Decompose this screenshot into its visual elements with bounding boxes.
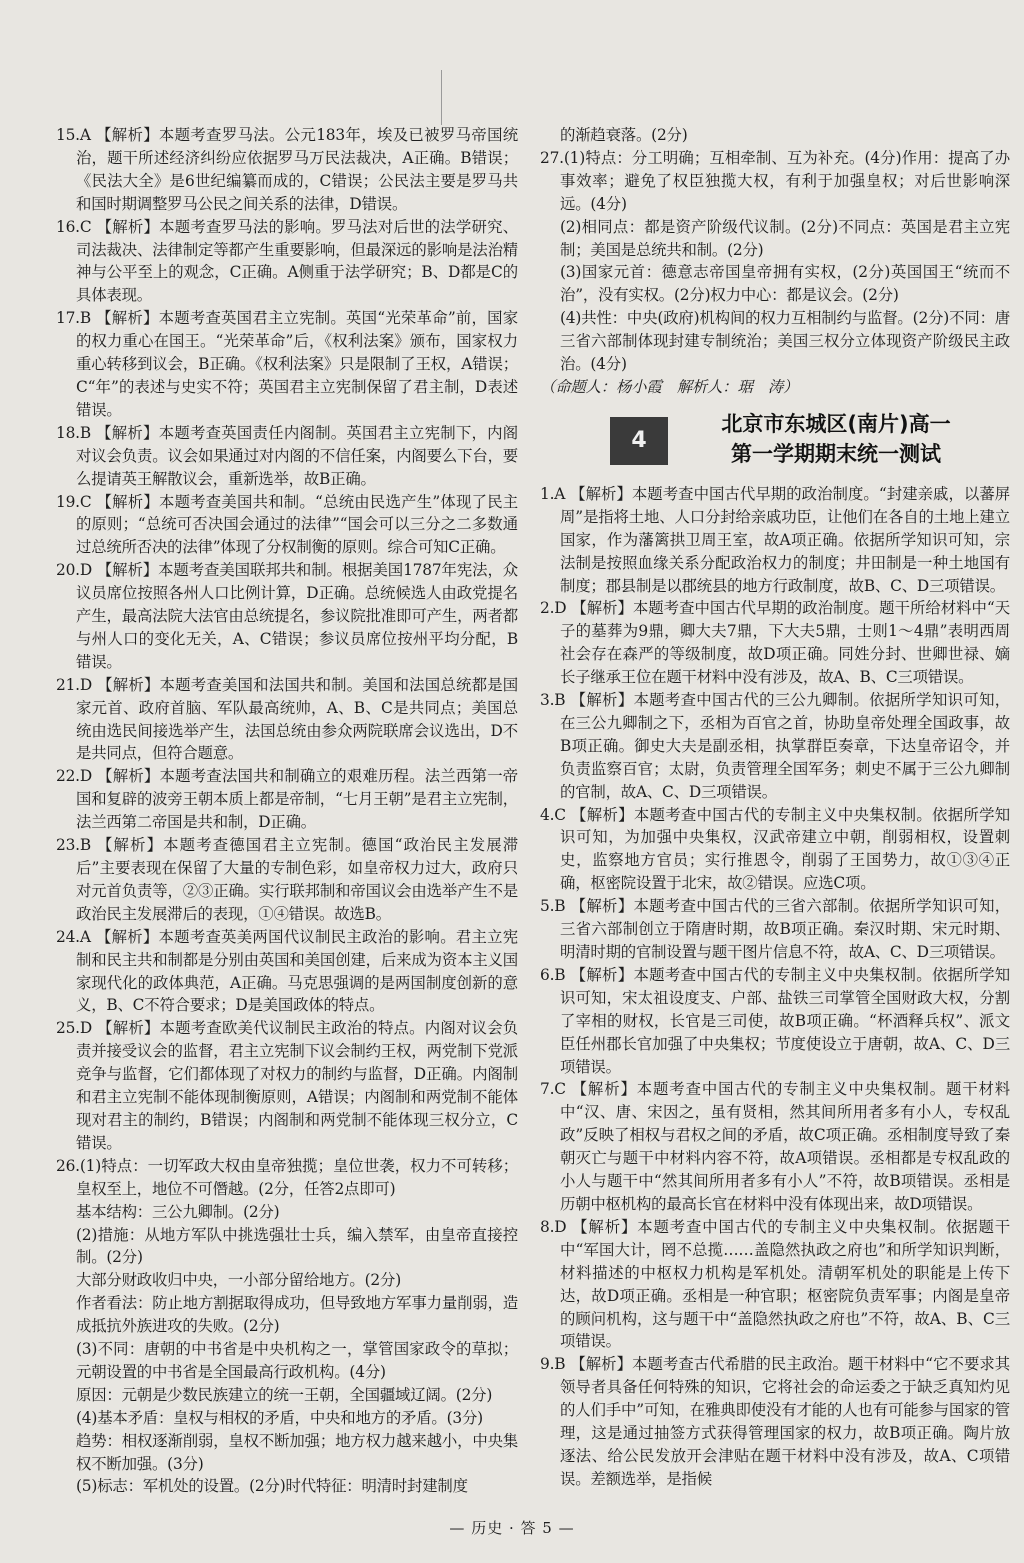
answer-5: 5.B 【解析】本题考查中国古代的三省六部制。依据所学知识可知，三省六部制创立于隋唐时期，故B项正确。秦汉时期、宋元时期、明清时期的官制设置与题干图片信息不符，故A、C、D三项错误。 xyxy=(540,897,1010,961)
answer-27-line: (3)国家元首：德意志帝国皇帝拥有实权，(2分)英国国王“统而不治”，没有实权。(2分)权力中心：都是议会。(2分) xyxy=(560,263,1010,305)
answer-4: 4.C 【解析】本题考查中国古代的专制主义中央集权制。依据所学知识可知，为加强中央集权，汉武帝建立中朝，削弱相权，设置刺史，监察地方官员；实行推恩令，削弱了王国势力，故①③④正确，枢密院设置于北宋，故②错误。应选C项。 xyxy=(540,805,1010,893)
answer-7: 7.C 【解析】本题考查中国古代的专制主义中央集权制。题干材料中“汉、唐、宋因之，虽有贤相，然其间所用者多有小人，专权乱政”反映了相权与君权之间的矛盾，故C项正确。丞相制度导致了秦朝灭亡与题干中材料内容不符，故A项错误。丞相都是专权乱政的小人与题干中“然其间所用者多有小人”不符，故B项错误。丞相是历朝中枢机构的最高长官在材料中没有体现出来，故D项错误。 xyxy=(540,1080,1010,1213)
answer-27-line: (4)共性：中央(政府)机构间的权力互相制约与监督。(2分)不同：唐三省六部制体现封建专制统治；美国三权分立体现资产阶级民主政治。(4分) xyxy=(560,309,1010,374)
answer-20: 20.D 【解析】本题考查美国联邦共和制。根据美国1787年宪法，众议员席位按照各州人口比例计算，D正确。总统候选人由政党提名产生，最高法院大法官由总统提名，参议院批准即可产生，两者都与州人口的变化无关，A、C错误；参议员席位按州平均分配，B错误。 xyxy=(56,561,518,671)
author-credit: （命题人：杨小霞 解析人：琚 涛） xyxy=(540,377,799,396)
answer-26-line: 原因：元朝是少数民族建立的统一王朝，全国疆域辽阔。(2分) xyxy=(76,1385,493,1404)
section-banner xyxy=(540,407,1010,471)
section-title-line1: 北京市东城区(南片)高一 xyxy=(721,411,951,436)
answer-26-line: (5)标志：军机处的设置。(2分)时代特征：明清时封建制度 xyxy=(76,1477,468,1496)
answer-27-line: (2)相同点：都是资产阶级代议制。(2分)不同点：英国是君主立宪制；美国是总统共和制。(2分) xyxy=(560,217,1010,259)
answer-26-line: 趋势：相权逐渐削弱，皇权不断加强；地方权力越来越小，中央集权不断加强。(3分) xyxy=(76,1431,518,1473)
answer-22: 22.D 【解析】本题考查法国共和制确立的艰难历程。法兰西第一帝国和复辟的波旁王朝本质上都是帝制，“七月王朝”是君主立宪制，法兰西第二帝国是共和制，D正确。 xyxy=(56,767,518,832)
answer-27: 27.(1)特点：分工明确；互相牵制、互为补充。(4分)作用：提高了办事效率；避免了权臣独揽大权，有利于加强皇权；对后世影响深远。(4分) xyxy=(540,148,1010,213)
answer-17: 17.B 【解析】本题考查英国君主立宪制。英国“光荣革命”前，国家的权力重心在国王。“光荣革命”后，《权利法案》颁布，国家权力重心转移到议会，B正确。《权利法案》只是限制了王权，A错误；C“年”的表述与史实不符；英国君主立宪制保留了君主制，D表述错误。 xyxy=(56,309,518,419)
section-number-badge: 4 xyxy=(610,417,668,465)
answer-1: 1.A 【解析】本题考查中国古代早期的政治制度。“封建亲戚，以蕃屏周”是指将土地、人口分封给亲戚功臣，让他们在各自的土地上建立国家，作为藩篱拱卫周王室，故A项正确。依据所学知识可知，宗法制是按照血缘关系分配政治权力的制度；井田制是一种土地国有制度；郡县制是以郡统县的地方行政制度，故B、C、D三项错误。 xyxy=(540,484,1010,595)
answer-24: 24.A 【解析】本题考查英美两国代议制民主政治的影响。君主立宪制和民主共和制都是分别由英国和美国创建，后来成为资本主义国家现代化的政体典范，A正确。马克思强调的是两国制度创新的意义，B、C不符合要求；D是美国政体的特点。 xyxy=(56,927,518,1015)
answer-19: 19.C 【解析】本题考查美国共和制。“总统由民选产生”体现了民主的原则；“总统可否决国会通过的法律”“国会可以三分之二多数通过总统所否决的法律”体现了分权制衡的原则。综合可知C正确。 xyxy=(56,492,518,557)
answer-26-part1: 26.(1)特点：一切军政大权由皇帝独揽；皇位世袭，权力不可转移；皇权至上，地位不可僭越。(2分，任答2点即可) xyxy=(56,1156,518,1198)
answer-26-continued: 的渐趋衰落。(2分) xyxy=(560,126,688,144)
answer-3: 3.B 【解析】本题考查中国古代的三公九卿制。依据所学知识可知，在三公九卿制之下，丞相为百官之首，协助皇帝处理全国政事，故B项正确。御史大夫是副丞相，执掌群臣奏章，下达皇帝诏令，并负责监察百官；太尉，负责管理全国军务；刺史不属于三公九卿制的官制，故A、C、D三项错误。 xyxy=(540,691,1010,801)
page-footer: — 历史 · 答 5 — xyxy=(449,1519,575,1537)
answer-2: 2.D 【解析】本题考查中国古代早期的政治制度。题干所给材料中“天子的墓葬为9鼎，卿大夫7鼎，下大夫5鼎，士则1～4鼎”表明西周社会存在森严的等级制度，故D项正确。同姓分封、世卿世禄、嫡长子继承王位在题干材料中没有涉及，故A、B、C三项错误。 xyxy=(540,599,1010,687)
answer-26-line: 大部分财政收归中央，一小部分留给地方。(2分) xyxy=(76,1271,402,1290)
answer-26-line: (4)基本矛盾：皇权与相权的矛盾，中央和地方的矛盾。(3分) xyxy=(76,1408,483,1427)
left-column xyxy=(56,124,518,1498)
answer-23: 23.B 【解析】本题考查德国君主立宪制。德国“政治民主发展滞后”主要表现在保留了大量的专制色彩，如皇帝权力过大，政府只对元首负责等，②③正确。实行联邦制和帝国议会由选举产生不是政治民主发展滞后的表现，①④错误。故选B。 xyxy=(56,836,518,923)
answer-18: 18.B 【解析】本题考查英国责任内阁制。英国君主立宪制下，内阁对议会负责。议会如果通过对内阁的不信任案，内阁要么下台，要么提请英王解散议会，重新选举，故B正确。 xyxy=(56,423,518,488)
answer-25: 25.D 【解析】本题考查欧美代议制民主政治的特点。内阁对议会负责并接受议会的监督，君主立宪制下议会制约王权，两党制下党派竞争与监督，它们都体现了对权力的制约与监督，D正确。内阁制和君主立宪制不能体现制衡原则，A错误；内阁制和两党制不能体现对君主的制约，B错误；内阁制和两党制不能体现三权分立，C错误。 xyxy=(56,1019,518,1152)
section-title-line2: 第一学期期末统一测试 xyxy=(731,441,941,466)
answer-26-line: (2)措施：从地方军队中挑选强壮士兵，编入禁军，由皇帝直接控制。(2分) xyxy=(76,1225,518,1267)
right-column xyxy=(540,124,1010,1491)
answer-26-line: 作者看法：防止地方割据取得成功，但导致地方军事力量削弱，造成抵抗外族进攻的失败。(2分) xyxy=(76,1294,518,1336)
answer-21: 21.D 【解析】本题考查美国和法国共和制。美国和法国总统都是国家元首、政府首脑、军队最高统帅，A、B、C是共同点；美国总统由选民间接选举产生，法国总统由参众两院联席会议选出，D不是共同点，但符合题意。 xyxy=(56,675,518,763)
answer-16: 16.C 【解析】本题考查罗马法的影响。罗马法对后世的法学研究、司法裁决、法律制定等都产生重要影响，但最深远的影响是法治精神与公平至上的观念，C正确。A侧重于法学研究；B、D都是C的具体表现。 xyxy=(56,217,518,305)
answer-9: 9.B 【解析】本题考查古代希腊的民主政治。题干材料中“它不要求其领导者具备任何特殊的知识，它将社会的命运委之于缺乏真知灼见的人们手中”可知，在雅典即使没有才能的人也有可能参与国家的管理，这是通过抽签方式获得管理国家的权力，故B项正确。陶片放逐法、给公民发放开会津贴在题干材料中没有涉及，故A、C项错误。差额选举，是指候 xyxy=(540,1355,1010,1488)
answer-26-line: (3)不同：唐朝的中书省是中央机构之一，掌管国家政令的草拟；元朝设置的中书省是全国最高行政机构。(4分) xyxy=(76,1340,518,1381)
answer-15: 15.A 【解析】本题考查罗马法。公元183年，埃及已被罗马帝国统治，题干所述经济纠纷应依据罗马万民法裁决，A正确。B错误；《民法大全》是6世纪编纂而成的，C错误；公民法主要是罗马共和国时期调整罗马公民之间关系的法律，D错误。 xyxy=(56,126,518,213)
top-center-divider xyxy=(441,70,442,125)
section-title xyxy=(676,409,996,469)
answer-6: 6.B 【解析】本题考查中国古代的专制主义中央集权制。依据所学知识可知，宋太祖设度支、户部、盐铁三司掌管全国财政大权，分割了宰相的财权，长官是三司使，故B项正确。“杯酒释兵权”、派文臣任州郡长官加强了中央集权；节度使设立于唐朝，故A、C、D三项错误。 xyxy=(540,965,1010,1076)
answer-26-line: 基本结构：三公九卿制。(2分) xyxy=(76,1202,280,1221)
answer-8: 8.D 【解析】本题考查中国古代的专制主义中央集权制。依据题干中“军国大计，罔不总揽……盖隐然执政之府也”和所学知识判断，材料描述的中枢权力机构是军机处。清朝军机处的职能是上传下达，故D项正确。丞相是一种官职；枢密院负责军事；内阁是皇帝的顾问机构，这与题干中“盖隐然执政之府也”不符，故A、B、C三项错误。 xyxy=(540,1217,1010,1351)
